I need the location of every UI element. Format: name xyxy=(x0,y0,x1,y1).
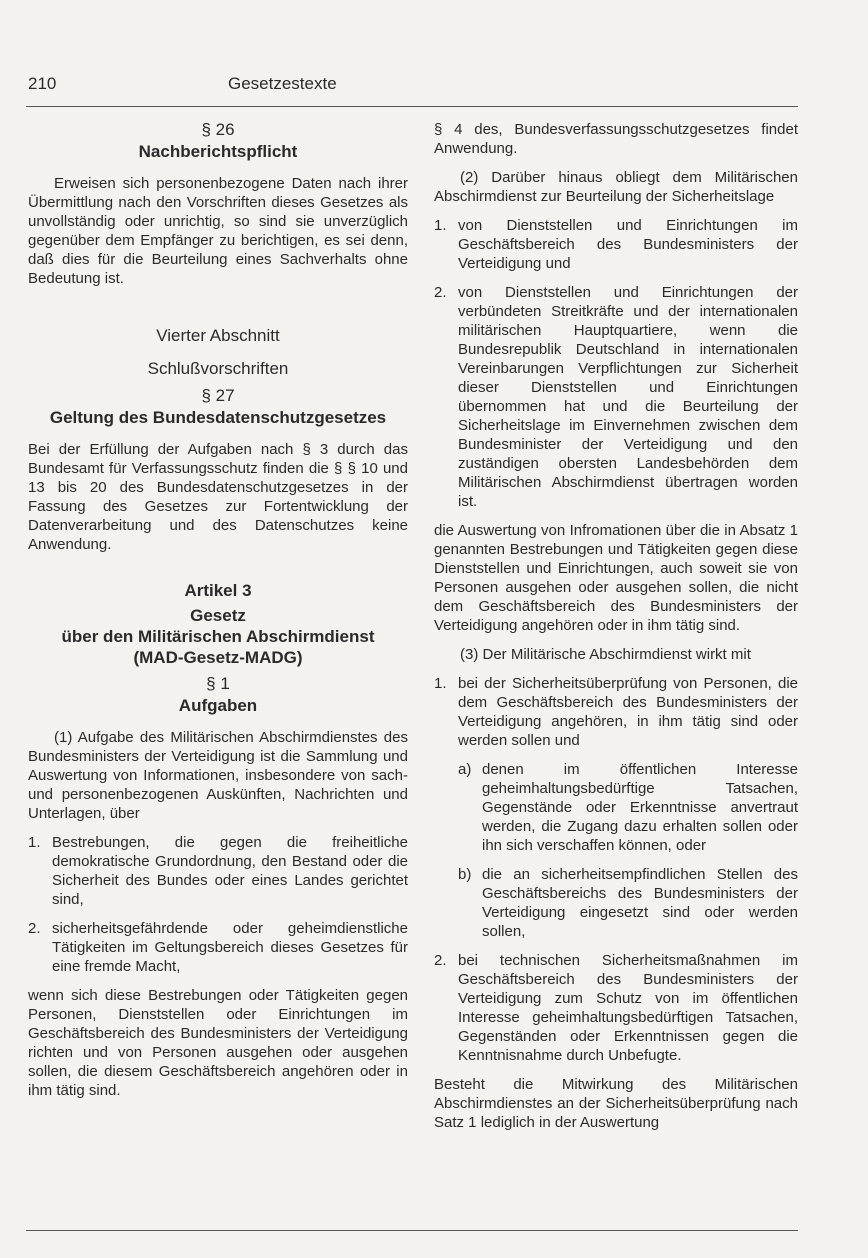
section-26-title: Nachberichtspflicht xyxy=(138,142,298,161)
left-column xyxy=(28,120,408,1110)
page-header xyxy=(28,74,798,102)
part-4-title: Schlußvorschriften xyxy=(147,359,289,378)
list-text: von Dienststellen und Einrichtungen der verbündeten Streitkräfte und der internationalen militärischen Hauptquartiere, wenn die Bundesrepublik Deutschland in internationalen Vereinbarungen Verpflichtungen zur Sicherheit dieser Dienststellen und Einrichtungen übernommen hat und die Beurteilung der Sicherheitslage im Einvernehmen zwischen dem Bundesminister der Verteidigung und den zuständigen obersten Landesbehörden dem Militärischen Abschirmdienst übertragen worden ist. xyxy=(458,284,798,510)
section-1-tail: wenn sich diese Bestrebungen oder Tätigkeiten gegen Personen, Dienststellen oder Einrichtungen im Geschäftsbereich des Bundesministers der Verteidigung richten und von Personen ausgehen oder ausgehen sollen, die diesem Geschäftsbereich angehören oder in ihm tätig sind. xyxy=(28,987,408,1099)
sub-list-item xyxy=(434,865,798,941)
section-27-symbol: § 27 xyxy=(201,386,235,405)
article-3-title-line3: (MAD-Gesetz-MADG) xyxy=(133,648,303,667)
sub-list-text: denen im öffentlichen Interesse geheimhaltungsbedürftige Tatsachen, Gegenstände oder Erkenntnisse anvertraut werden, die Zugang dazu erhalten sollen oder ihn sich verschaffen können, oder xyxy=(482,761,798,854)
paragraph-2-tail: die Auswertung von Infromationen über die in Absatz 1 genannten Bestrebungen und Tätigkeiten gegen diese Dienststellen und Einrichtungen, auch soweit sie von Personen ausgehen oder ausgehen sollen, die nicht dem Geschäftsbereich des Bundesministers der Verteidigung angehören oder in ihm tätig sind. xyxy=(434,522,798,634)
continued-text: § 4 des, Bundesverfassungsschutzgesetzes findet Anwendung. xyxy=(434,121,798,157)
list-item xyxy=(28,833,408,909)
right-column xyxy=(434,120,798,1142)
section-1-symbol: § 1 xyxy=(206,674,230,693)
list-text: bei der Sicherheitsüberprüfung von Personen, die dem Geschäftsbereich des Bundesministers der Verteidigung angehören, in ihm tätig sind oder werden sollen und xyxy=(458,675,798,749)
sub-list-item xyxy=(434,760,798,855)
page-number: 210 xyxy=(28,74,57,93)
sub-list-letter: b) xyxy=(458,866,472,883)
list-item xyxy=(434,216,798,273)
list-number: 2. xyxy=(28,920,41,937)
paragraph-3-tail: Besteht die Mitwirkung des Militärischen Abschirmdienstes an der Sicherheitsüberprüfung nach Satz 1 lediglich in der Auswertung xyxy=(434,1076,798,1131)
paragraph-2: (2) Darüber hinaus obliegt dem Militärischen Abschirmdienst zur Beurteilung der Sicherheitslage xyxy=(434,169,798,205)
list-number: 2. xyxy=(434,952,447,969)
section-1-title: Aufgaben xyxy=(178,696,258,715)
list-text: Bestrebungen, die gegen die freiheitliche demokratische Grundordnung, den Bestand oder die Sicherheit des Bundes oder eines Landes gerichtet sind, xyxy=(52,834,408,908)
list-item xyxy=(28,919,408,976)
article-3-title-line2: über den Militärischen Abschirmdienst xyxy=(61,627,375,646)
list-item xyxy=(434,674,798,750)
list-number: 1. xyxy=(434,675,447,692)
header-rule xyxy=(26,106,798,107)
sub-list-text: die an sicherheitsempfindlichen Stellen des Geschäftsbereichs des Bundesministers der Verteidigung eingesetzt sind oder werden sollen, xyxy=(482,866,798,940)
list-number: 2. xyxy=(434,284,447,301)
list-text: von Dienststellen und Einrichtungen im Geschäftsbereich des Bundesministers der Verteidigung und xyxy=(458,217,798,272)
list-number: 1. xyxy=(434,217,447,234)
list-item xyxy=(434,951,798,1065)
sub-list-letter: a) xyxy=(458,761,472,778)
list-text: bei technischen Sicherheitsmaßnahmen im Geschäftsbereich des Bundesministers der Verteidigung zum Schutz von im öffentlichen Interesse geheimhaltungsbedürftigen Tatsachen, Gegenständen oder Erkenntnissen gegen die Kenntnisnahme durch Unbefugte. xyxy=(458,952,798,1064)
section-27-title: Geltung des Bundesdatenschutzgesetzes xyxy=(49,408,387,427)
running-title: Gesetzestexte xyxy=(228,74,337,93)
paragraph-3: (3) Der Militärische Abschirmdienst wirkt mit xyxy=(460,646,751,663)
section-27-text: Bei der Erfüllung der Aufgaben nach § 3 durch das Bundesamt für Verfassungsschutz finden die § § 10 und 13 bis 20 des Bundesdatenschutzgesetzes in der Fassung des Gesetzes zur Fortentwicklung der Datenverarbeitung und des Datenschutzes keine Anwendung. xyxy=(28,441,408,553)
article-3-heading: Artikel 3 xyxy=(184,581,252,600)
part-4-heading: Vierter Abschnitt xyxy=(156,326,280,345)
list-text: sicherheitsgefährdende oder geheimdienstliche Tätigkeiten im Geltungsbereich dieses Gesetzes für eine fremde Macht, xyxy=(52,920,408,975)
footer-rule xyxy=(26,1230,798,1231)
list-number: 1. xyxy=(28,834,41,851)
article-3-title-line1: Gesetz xyxy=(190,606,246,625)
section-26-symbol: § 26 xyxy=(201,120,235,139)
list-item xyxy=(434,283,798,511)
section-1-paragraph-1: (1) Aufgabe des Militärischen Abschirmdienstes des Bundesministers der Verteidigung ist die Sammlung und Auswertung von Informationen, insbesondere von sach- und personenbezogenen Auskünften, Nachrichten und Unterlagen, über xyxy=(28,729,408,822)
section-26-text: Erweisen sich personenbezogene Daten nach ihrer Übermittlung nach den Vorschriften dieses Gesetzes als unvollständig oder unrichtig, so sind sie unverzüglich gegenüber dem Empfänger zu berichtigen, es sei denn, daß dies für die Beurteilung eines Sachverhalts ohne Bedeutung ist. xyxy=(28,175,408,287)
